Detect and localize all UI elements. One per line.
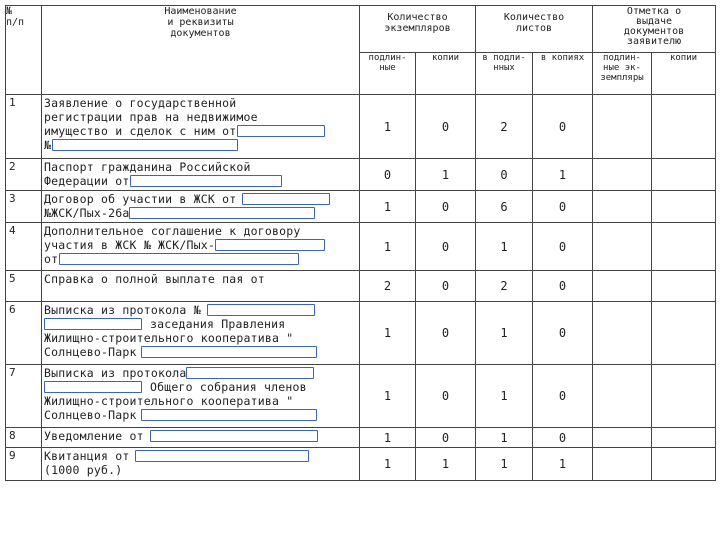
sheets-copies: 0 [533, 428, 593, 448]
header-document-label: Наименование и реквизиты документов [164, 6, 237, 39]
table-row [6, 428, 716, 448]
sheets-copies: 0 [533, 365, 593, 428]
desc-line: заседания Правления [150, 317, 286, 331]
copies-copies: 0 [416, 191, 476, 223]
mark-copies-cell [652, 271, 716, 302]
desc-line: Выписка из протокола [44, 366, 187, 380]
table-row [6, 365, 716, 428]
row-number: 4 [6, 223, 42, 271]
copies-originals: 1 [360, 448, 416, 481]
desc-line: Общего собрания членов [150, 380, 307, 394]
table-row [6, 302, 716, 365]
table-row [6, 191, 716, 223]
header-document [42, 6, 360, 95]
sheets-originals: 1 [476, 223, 533, 271]
table-row [6, 95, 716, 159]
header-copies-label: Количество экземпляров [384, 12, 451, 34]
copies-copies: 0 [416, 223, 476, 271]
header-number [6, 6, 42, 95]
table-row [6, 223, 716, 271]
header-sub-sheets-copies [533, 53, 593, 95]
mark-copies-cell [652, 365, 716, 428]
desc-line: Уведомление от [44, 429, 144, 443]
row-description [42, 365, 360, 428]
row-number: 6 [6, 302, 42, 365]
mark-copies-cell [652, 302, 716, 365]
mark-copies-cell [652, 428, 716, 448]
row-number: 8 [6, 428, 42, 448]
redaction-box [44, 318, 142, 330]
header-sub-mark-copies-label: копии [669, 53, 698, 63]
header-sub-sheets-copies-label: в копиях [540, 53, 585, 63]
desc-line: Выписка из протокола № [44, 303, 201, 317]
copies-originals: 1 [360, 191, 416, 223]
desc-line: участия в ЖСК № ЖСК/Пых- [44, 238, 215, 252]
desc-line: Солнцево-Парк [44, 408, 137, 422]
sheets-copies: 1 [533, 159, 593, 191]
sheets-originals: 2 [476, 271, 533, 302]
documents-register-table [5, 5, 716, 481]
desc-line: имущество и сделок с ним от [44, 124, 237, 138]
desc-line: (1000 руб.) [44, 463, 123, 477]
mark-originals-cell [593, 365, 652, 428]
sheets-copies: 0 [533, 223, 593, 271]
header-mark-label: Отметка о выдаче документов заявителю [623, 6, 685, 47]
header-sub-mark-originals-label: подлин- ные эк- земпляры [600, 53, 644, 83]
copies-copies: 1 [416, 448, 476, 481]
row-description [42, 223, 360, 271]
sheets-originals: 6 [476, 191, 533, 223]
desc-line: №ЖСК/Пых-26а [44, 206, 130, 220]
redaction-box [215, 239, 325, 251]
copies-copies: 0 [416, 428, 476, 448]
header-sub-sheets-originals [476, 53, 533, 95]
header-sub-mark-originals [593, 53, 652, 95]
header-sub-copies [416, 53, 476, 95]
row-description [42, 428, 360, 448]
mark-originals-cell [593, 159, 652, 191]
copies-copies: 0 [416, 302, 476, 365]
copies-originals: 1 [360, 302, 416, 365]
desc-line: регистрации прав на недвижимое [44, 110, 258, 124]
row-description [42, 302, 360, 365]
desc-line: Жилищно-строительного кооператива " [44, 331, 294, 345]
table-row [6, 159, 716, 191]
copies-originals: 0 [360, 159, 416, 191]
desc-line: Справка о полной выплате пая от [44, 272, 265, 286]
redaction-box [242, 193, 330, 205]
header-sheets-group [476, 6, 593, 53]
sheets-copies: 0 [533, 271, 593, 302]
sheets-copies: 0 [533, 302, 593, 365]
row-description [42, 95, 360, 159]
mark-copies-cell [652, 448, 716, 481]
copies-originals: 1 [360, 365, 416, 428]
redaction-box [150, 430, 318, 442]
header-sub-mark-copies [652, 53, 716, 95]
header-mark-group [593, 6, 716, 53]
sheets-originals: 1 [476, 302, 533, 365]
row-description [42, 448, 360, 481]
desc-line: Дополнительное соглашение к договору [44, 224, 301, 238]
mark-originals-cell [593, 302, 652, 365]
header-sub-originals [360, 53, 416, 95]
copies-originals: 2 [360, 271, 416, 302]
sheets-originals: 2 [476, 95, 533, 159]
row-description [42, 271, 360, 302]
redaction-box [141, 409, 317, 421]
redaction-box [52, 139, 238, 151]
redaction-box [130, 175, 282, 187]
copies-copies: 0 [416, 365, 476, 428]
row-number: 9 [6, 448, 42, 481]
sheets-originals: 1 [476, 365, 533, 428]
mark-originals-cell [593, 95, 652, 159]
header-sub-originals-label: подлин- ные [368, 53, 407, 73]
copies-originals: 1 [360, 223, 416, 271]
header-sub-copies-label: копии [431, 53, 460, 63]
table-row [6, 448, 716, 481]
mark-originals-cell [593, 271, 652, 302]
row-description [42, 159, 360, 191]
table-row [6, 271, 716, 302]
mark-copies-cell [652, 159, 716, 191]
desc-line: от [44, 252, 59, 266]
mark-originals-cell [593, 448, 652, 481]
header-sheets-label: Количество листов [503, 12, 565, 34]
copies-copies: 1 [416, 159, 476, 191]
desc-line: Договор об участии в ЖСК от [44, 192, 237, 206]
copies-originals: 1 [360, 95, 416, 159]
sheets-originals: 0 [476, 159, 533, 191]
desc-line: Паспорт гражданина Российской [44, 160, 251, 174]
desc-line: Солнцево-Парк [44, 345, 137, 359]
mark-originals-cell [593, 428, 652, 448]
redaction-box [186, 367, 314, 379]
desc-line: № [44, 138, 52, 152]
sheets-copies: 0 [533, 191, 593, 223]
redaction-box [129, 207, 315, 219]
redaction-box [44, 381, 142, 393]
mark-copies-cell [652, 95, 716, 159]
sheets-originals: 1 [476, 448, 533, 481]
row-description [42, 191, 360, 223]
row-number: 2 [6, 159, 42, 191]
sheets-copies: 0 [533, 95, 593, 159]
row-number: 1 [6, 95, 42, 159]
redaction-box [135, 450, 309, 462]
desc-line: Жилищно-строительного кооператива " [44, 394, 294, 408]
copies-originals: 1 [360, 428, 416, 448]
header-number-label: № п/п [6, 6, 25, 28]
mark-originals-cell [593, 191, 652, 223]
copies-copies: 0 [416, 95, 476, 159]
redaction-box [207, 304, 315, 316]
mark-copies-cell [652, 223, 716, 271]
row-number: 5 [6, 271, 42, 302]
row-number: 7 [6, 365, 42, 428]
desc-line: Квитанция от [44, 449, 130, 463]
sheets-originals: 1 [476, 428, 533, 448]
desc-line: Федерации от [44, 174, 130, 188]
copies-copies: 0 [416, 271, 476, 302]
redaction-box [59, 253, 299, 265]
mark-originals-cell [593, 223, 652, 271]
row-number: 3 [6, 191, 42, 223]
sheets-copies: 1 [533, 448, 593, 481]
redaction-box [141, 346, 317, 358]
mark-copies-cell [652, 191, 716, 223]
header-sub-sheets-originals-label: в подли- нных [482, 53, 526, 73]
redaction-box [237, 125, 325, 137]
header-copies-group [360, 6, 476, 53]
desc-line: Заявление о государственной [44, 96, 237, 110]
